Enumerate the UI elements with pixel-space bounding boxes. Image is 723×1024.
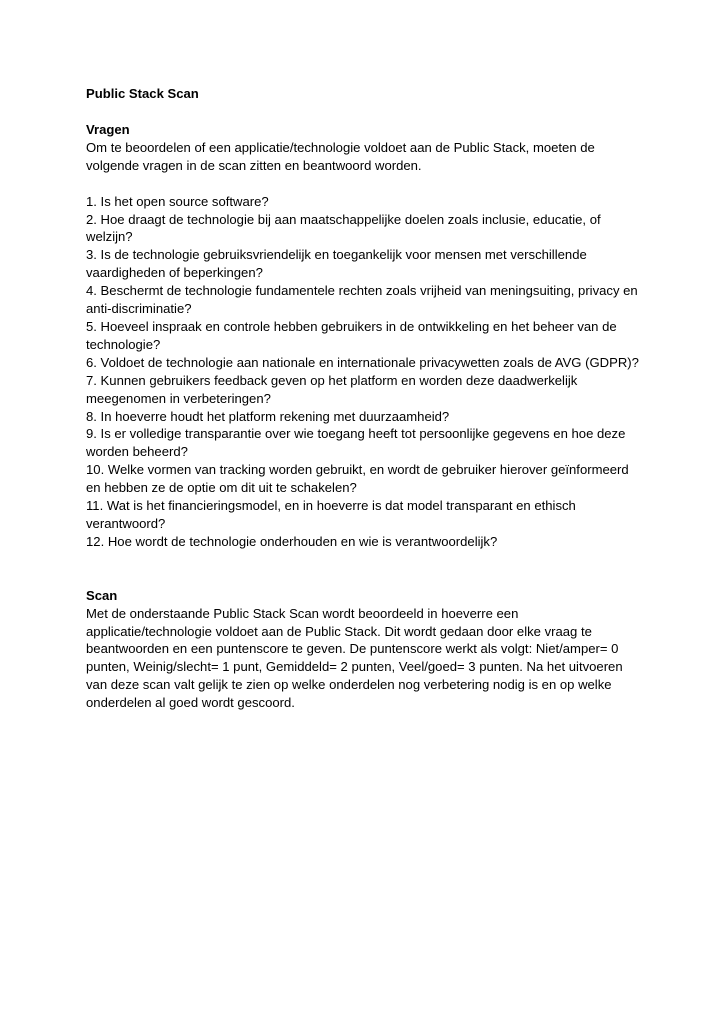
list-item: 12. Hoe wordt de technologie onderhouden en wie is verantwoordelijk? xyxy=(86,533,498,549)
list-item: 9. Is er volledige transparantie over wie toegang heeft tot persoonlijke gegevens en hoe deze worden beheerd? xyxy=(86,426,626,460)
list-item: 3. Is de technologie gebruiksvriendelijk en toegankelijk voor mensen met verschillende vaardigheden of beperkingen? xyxy=(86,247,587,281)
list-item: 5. Hoeveel inspraak en controle hebben gebruikers in de ontwikkeling en het beheer van de technologie? xyxy=(86,318,617,352)
scan-body: Met de onderstaande Public Stack Scan wordt beoordeeld in hoeverre een applicatie/technologie voldoet aan de Public Stack. Dit wordt gedaan door elke vraag te beantwoorden en een puntenscore te geven. De puntenscore werkt als volgt: Niet/amper= 0 punten, Weinig/slecht= 1 punt, Gemiddeld= 2 punten, Veel/goed= 3 punten. Na het uitvoeren van deze scan valt gelijk te zien op welke onderdelen nog verbetering nodig is en op welke onderdelen al goed wordt gescoord. xyxy=(86,605,623,711)
scan-heading: Scan xyxy=(86,587,118,603)
list-item: 11. Wat is het financieringsmodel, en in hoeverre is dat model transparant en ethisch verantwoord? xyxy=(86,498,576,531)
document-title: Public Stack Scan xyxy=(86,86,199,101)
vragen-section xyxy=(86,121,646,551)
list-item: 10. Welke vormen van tracking worden gebruikt, en wordt de gebruiker hierover geïnformeerd en hebben ze de optie om dit uit te schakelen? xyxy=(86,462,629,496)
vragen-intro: Om te beoordelen of een applicatie/technologie voldoet aan de Public Stack, moeten de volgende vragen in de scan zitten en beantwoord worden. xyxy=(86,139,595,173)
list-item: 2. Hoe draagt de technologie bij aan maatschappelijke doelen zoals inclusie, educatie, of welzijn? xyxy=(86,211,601,245)
list-item: 4. Beschermt de technologie fundamentele rechten zoals vrijheid van meningsuiting, privacy en anti-discriminatie? xyxy=(86,283,638,317)
list-item: 1. Is het open source software? xyxy=(86,193,269,209)
list-item: 8. In hoeverre houdt het platform rekening met duurzaamheid? xyxy=(86,408,450,424)
scan-section xyxy=(86,587,646,712)
vragen-heading: Vragen xyxy=(86,121,130,137)
list-item: 7. Kunnen gebruikers feedback geven op het platform en worden deze daadwerkelijk meegenomen in verbeteringen? xyxy=(86,372,578,406)
document-page xyxy=(86,85,646,712)
list-item: 6. Voldoet de technologie aan nationale en internationale privacywetten zoals de AVG (GDPR)? xyxy=(86,354,639,370)
question-list xyxy=(86,193,646,551)
